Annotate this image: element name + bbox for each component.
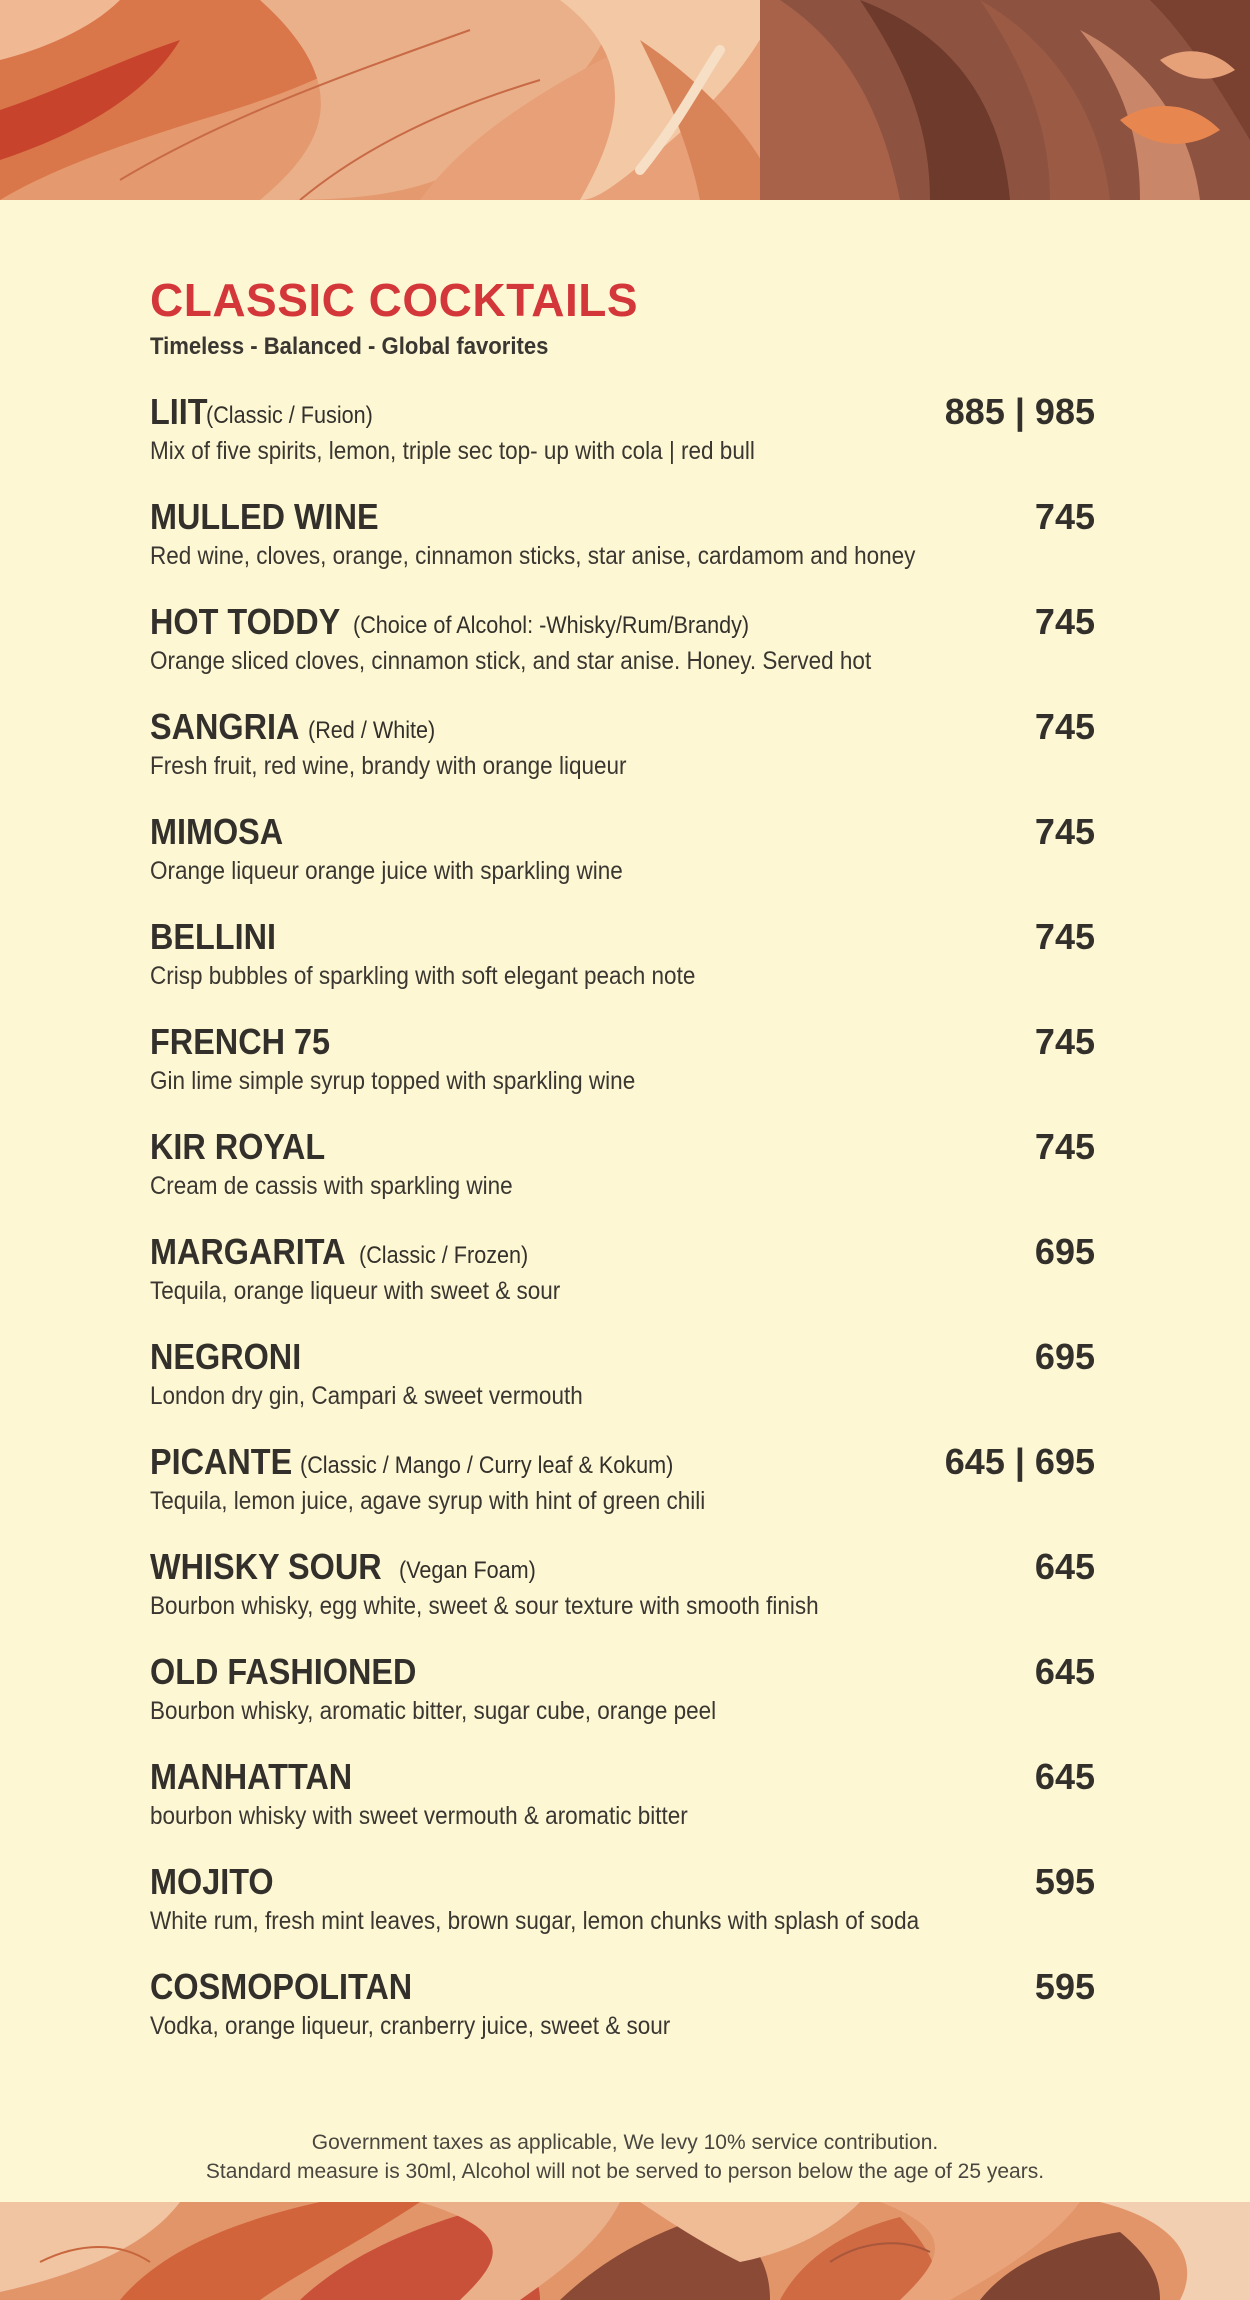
item-heading xyxy=(150,1961,1095,2009)
item-heading xyxy=(150,701,1095,749)
menu-item xyxy=(150,1016,1095,1121)
item-description: London dry gin, Campari & sweet vermouth xyxy=(150,1382,583,1410)
item-name: MANHATTAN xyxy=(150,1756,353,1797)
item-heading xyxy=(150,596,1095,644)
item-heading xyxy=(150,491,1095,539)
menu-item xyxy=(150,386,1095,491)
item-description: Vodka, orange liqueur, cranberry juice, sweet & sour xyxy=(150,2012,671,2040)
item-name: KIR ROYAL xyxy=(150,1126,326,1167)
menu-item xyxy=(150,1541,1095,1646)
item-note: (Choice of Alcohol: -Whisky/Rum/Brandy) xyxy=(353,612,750,639)
item-price: 885 | 985 xyxy=(944,391,1095,432)
item-note: (Vegan Foam) xyxy=(399,1557,537,1584)
item-name: FRENCH 75 xyxy=(150,1021,331,1062)
item-description: Bourbon whisky, egg white, sweet & sour texture with smooth finish xyxy=(150,1592,819,1620)
item-heading xyxy=(150,1121,1095,1169)
item-name: MOJITO xyxy=(150,1861,274,1902)
item-price: 595 xyxy=(1034,1861,1095,1902)
item-price: 745 xyxy=(1034,496,1095,537)
menu-items xyxy=(150,386,1095,2066)
floral-pattern-bottom xyxy=(0,2202,1250,2300)
menu-item xyxy=(150,491,1095,596)
item-heading xyxy=(150,1016,1095,1064)
item-note: (Red / White) xyxy=(308,717,436,744)
item-name: HOT TODDY xyxy=(150,601,341,642)
item-note: (Classic / Frozen) xyxy=(359,1242,529,1269)
footer-tax-note: Government taxes as applicable, We levy 10% service contribution. xyxy=(311,2131,939,2154)
item-name: MARGARITA xyxy=(150,1231,346,1272)
item-description: Orange liqueur orange juice with sparkling wine xyxy=(150,857,623,885)
menu-item xyxy=(150,1646,1095,1751)
item-price: 745 xyxy=(1034,1021,1095,1062)
menu-item xyxy=(150,806,1095,911)
menu-item xyxy=(150,1226,1095,1331)
item-name: LIIT xyxy=(150,391,208,432)
item-description: Fresh fruit, red wine, brandy with orange liqueur xyxy=(150,752,627,780)
item-description: Orange sliced cloves, cinnamon stick, and star anise. Honey. Served hot xyxy=(150,647,872,675)
item-description: Crisp bubbles of sparkling with soft elegant peach note xyxy=(150,962,696,990)
menu-title: CLASSIC COCKTAILS xyxy=(150,274,639,326)
item-price: 645 | 695 xyxy=(944,1441,1095,1482)
menu-item xyxy=(150,596,1095,701)
item-description: White rum, fresh mint leaves, brown sugar, lemon chunks with splash of soda xyxy=(150,1907,920,1935)
item-name: OLD FASHIONED xyxy=(150,1651,417,1692)
menu-item xyxy=(150,701,1095,806)
item-heading xyxy=(150,1541,1095,1589)
item-heading xyxy=(150,1751,1095,1799)
footer-measure-note: Standard measure is 30ml, Alcohol will not be served to person below the age of 25 years. xyxy=(205,2160,1045,2183)
item-heading xyxy=(150,911,1095,959)
item-description: bourbon whisky with sweet vermouth & aromatic bitter xyxy=(150,1802,688,1830)
floral-pattern-top xyxy=(0,0,1250,200)
item-price: 645 xyxy=(1034,1756,1095,1797)
item-price: 645 xyxy=(1034,1546,1095,1587)
item-price: 745 xyxy=(1034,601,1095,642)
item-heading xyxy=(150,1331,1095,1379)
item-description: Tequila, orange liqueur with sweet & sour xyxy=(150,1277,561,1305)
item-name: SANGRIA xyxy=(150,706,300,747)
item-note: (Classic / Mango / Curry leaf & Kokum) xyxy=(300,1452,674,1479)
item-price: 695 xyxy=(1034,1336,1095,1377)
item-description: Red wine, cloves, orange, cinnamon sticks, star anise, cardamom and honey xyxy=(150,542,916,570)
menu-item xyxy=(150,1856,1095,1961)
item-name: MULLED WINE xyxy=(150,496,379,537)
menu-subtitle: Timeless - Balanced - Global favorites xyxy=(150,333,549,360)
item-price: 745 xyxy=(1034,706,1095,747)
item-heading xyxy=(150,1226,1095,1274)
item-price: 745 xyxy=(1034,1126,1095,1167)
item-price: 595 xyxy=(1034,1966,1095,2007)
item-note: (Classic / Fusion) xyxy=(205,402,373,429)
item-name: COSMOPOLITAN xyxy=(150,1966,413,2007)
item-price: 695 xyxy=(1034,1231,1095,1272)
item-name: NEGRONI xyxy=(150,1336,302,1377)
item-name: WHISKY SOUR xyxy=(150,1546,382,1587)
menu-item xyxy=(150,1436,1095,1541)
bottom-floral-banner xyxy=(0,2202,1250,2300)
item-heading xyxy=(150,1646,1095,1694)
menu-item xyxy=(150,911,1095,1016)
item-name: MIMOSA xyxy=(150,811,284,852)
footer-notice xyxy=(0,2128,1250,2186)
item-name: PICANTE xyxy=(150,1441,293,1482)
item-description: Gin lime simple syrup topped with sparkling wine xyxy=(150,1067,636,1095)
item-price: 745 xyxy=(1034,916,1095,957)
item-description: Tequila, lemon juice, agave syrup with hint of green chili xyxy=(150,1487,706,1515)
menu-item xyxy=(150,1961,1095,2066)
item-price: 745 xyxy=(1034,811,1095,852)
item-heading xyxy=(150,1856,1095,1904)
menu-item xyxy=(150,1331,1095,1436)
item-price: 645 xyxy=(1034,1651,1095,1692)
top-floral-banner xyxy=(0,0,1250,200)
item-description: Cream de cassis with sparkling wine xyxy=(150,1172,513,1200)
menu-item xyxy=(150,1751,1095,1856)
item-description: Bourbon whisky, aromatic bitter, sugar cube, orange peel xyxy=(150,1697,717,1725)
cocktail-menu xyxy=(150,270,1095,2066)
menu-item xyxy=(150,1121,1095,1226)
item-description: Mix of five spirits, lemon, triple sec top- up with cola | red bull xyxy=(150,437,755,465)
item-heading xyxy=(150,806,1095,854)
item-name: BELLINI xyxy=(150,916,276,957)
